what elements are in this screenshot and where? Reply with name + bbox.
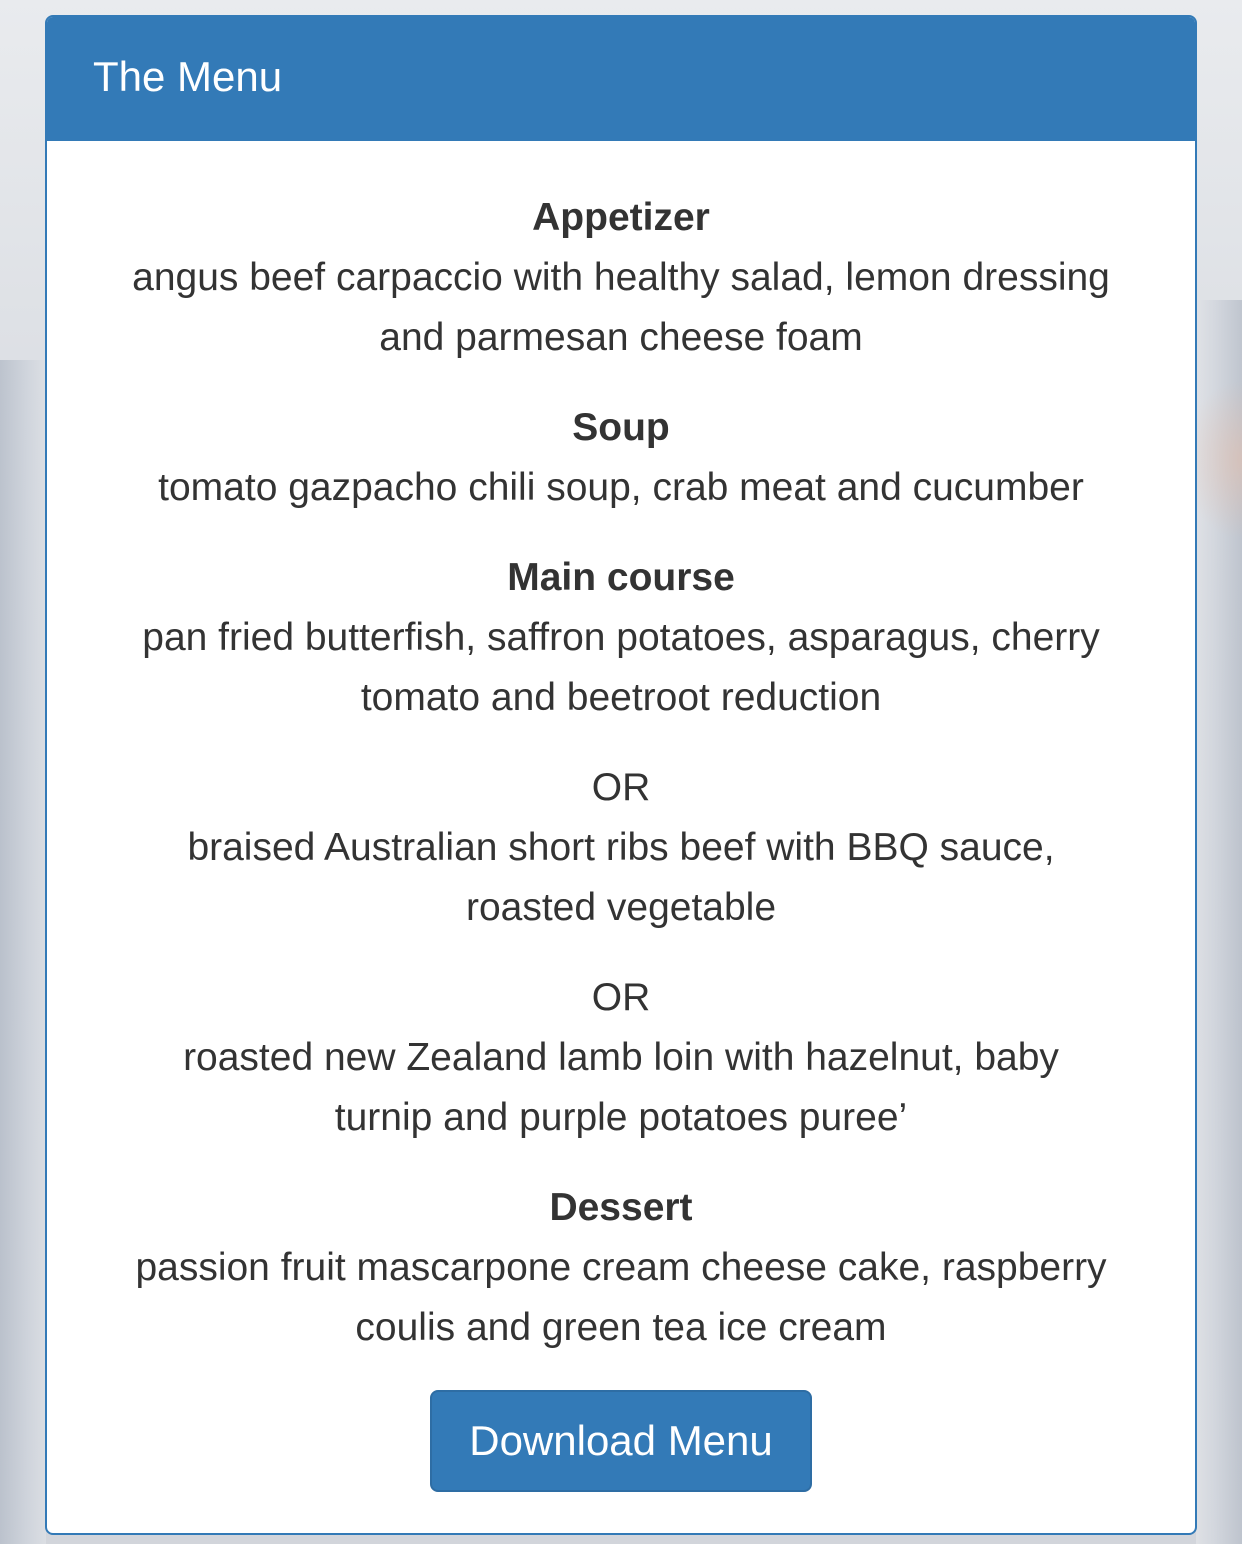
- course-title: Soup: [572, 406, 670, 449]
- course-description-line: tomato and beetroot reduction: [360, 676, 882, 719]
- panel-title: The Menu: [93, 53, 283, 100]
- course-appetizer: [47, 188, 1195, 368]
- menu-panel: [45, 15, 1197, 1535]
- course-description-line: roasted new Zealand lamb loin with hazelnut, baby: [183, 1036, 1059, 1079]
- course-description-line: coulis and green tea ice cream: [355, 1306, 887, 1349]
- course-description-line: and parmesan cheese foam: [379, 316, 863, 359]
- course-soup: [47, 398, 1195, 518]
- main-option-2: [47, 758, 1195, 938]
- course-title: Dessert: [549, 1186, 693, 1229]
- or-separator: OR: [591, 766, 651, 809]
- course-main: [47, 548, 1195, 1148]
- panel-body: [47, 141, 1195, 1492]
- download-menu-button[interactable]: Download Menu: [430, 1390, 812, 1492]
- course-description-line: passion fruit mascarpone cream cheese cake, raspberry: [135, 1246, 1107, 1289]
- course-description-line: tomato gazpacho chili soup, crab meat and cucumber: [158, 466, 1084, 509]
- main-option-3: [47, 968, 1195, 1148]
- course-description-line: angus beef carpaccio with healthy salad, lemon dressing: [132, 256, 1110, 299]
- course-title: Main course: [507, 556, 735, 599]
- background-left-edge: [0, 360, 46, 1544]
- course-description-line: turnip and purple potatoes puree’: [334, 1096, 908, 1139]
- course-description-line: roasted vegetable: [465, 886, 777, 929]
- course-title: Appetizer: [532, 196, 710, 239]
- course-description-line: pan fried butterfish, saffron potatoes, asparagus, cherry: [142, 616, 1100, 659]
- panel-heading: [47, 17, 1195, 141]
- course-description-line: braised Australian short ribs beef with BBQ sauce,: [187, 826, 1055, 869]
- course-dessert: [47, 1178, 1195, 1358]
- or-separator: OR: [591, 976, 651, 1019]
